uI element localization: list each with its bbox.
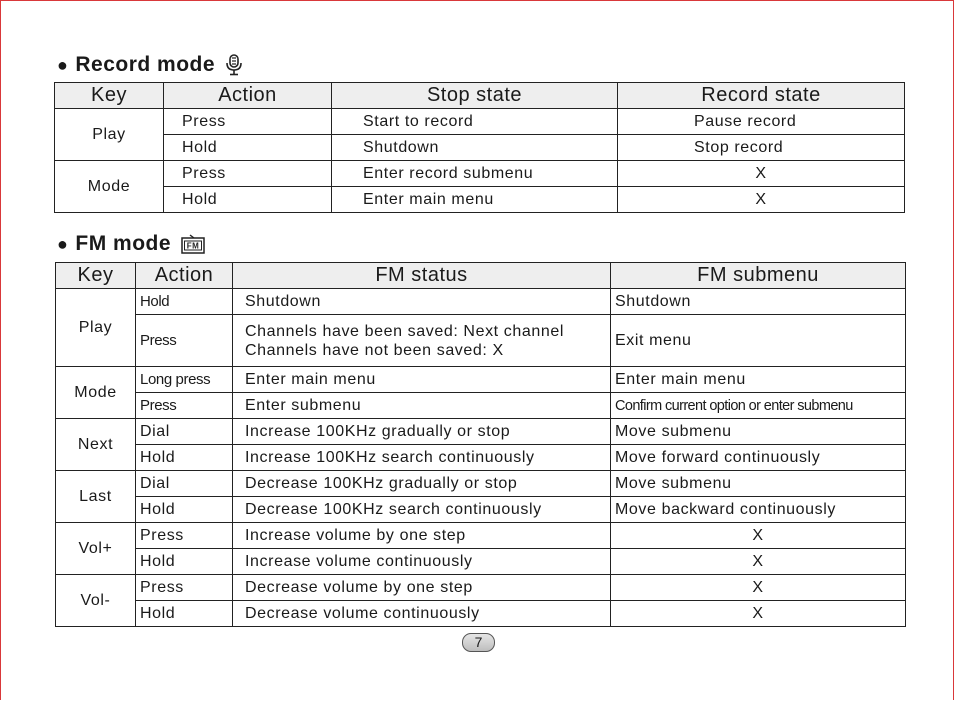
action-cell: Press xyxy=(164,109,332,135)
action-cell: Press xyxy=(136,523,233,549)
record-state-cell: X xyxy=(618,187,905,213)
table-row xyxy=(55,109,905,135)
table-row xyxy=(56,367,906,393)
fm-radio-icon xyxy=(181,234,205,254)
key-cell: Next xyxy=(56,419,136,471)
table-row xyxy=(56,601,906,627)
key-cell: Play xyxy=(56,289,136,367)
key-cell: Mode xyxy=(55,161,164,213)
fm-mode-table xyxy=(55,262,906,627)
fm-status-cell: Decrease volume by one step xyxy=(233,575,611,601)
record-mode-title: Record mode xyxy=(75,53,216,76)
table-row xyxy=(56,497,906,523)
fm-submenu-cell: X xyxy=(611,575,906,601)
action-cell: Press xyxy=(136,315,233,367)
fm-status-cell: Enter main menu xyxy=(233,367,611,393)
stop-state-cell: Start to record xyxy=(332,109,618,135)
table-row xyxy=(55,135,905,161)
column-header-key: Key xyxy=(55,83,164,109)
fm-submenu-cell: Move submenu xyxy=(611,471,906,497)
key-cell: Vol- xyxy=(56,575,136,627)
action-cell: Hold xyxy=(164,187,332,213)
page-number: 7 xyxy=(462,633,495,652)
action-cell: Press xyxy=(164,161,332,187)
record-state-cell: X xyxy=(618,161,905,187)
record-state-cell: Pause record xyxy=(618,109,905,135)
column-header-action: Action xyxy=(136,263,233,289)
fm-submenu-cell: Shutdown xyxy=(611,289,906,315)
fm-submenu-cell: X xyxy=(611,601,906,627)
stop-state-cell: Shutdown xyxy=(332,135,618,161)
fm-status-cell: Enter submenu xyxy=(233,393,611,419)
table-header-row xyxy=(56,263,906,289)
column-header-record-state: Record state xyxy=(618,83,905,109)
fm-status-cell: Shutdown xyxy=(233,289,611,315)
record-mode-table xyxy=(54,82,905,213)
fm-status-cell xyxy=(233,315,611,367)
key-cell: Last xyxy=(56,471,136,523)
fm-submenu-cell: Move backward continuously xyxy=(611,497,906,523)
fm-status-cell: Increase 100KHz gradually or stop xyxy=(233,419,611,445)
table-row xyxy=(56,393,906,419)
table-row xyxy=(56,575,906,601)
table-row xyxy=(56,445,906,471)
status-line: Channels have been saved: Next channel xyxy=(245,322,565,340)
fm-icon-label: FM xyxy=(186,241,200,251)
action-cell: Hold xyxy=(136,497,233,523)
action-cell: Hold xyxy=(164,135,332,161)
action-cell: Hold xyxy=(136,549,233,575)
key-cell: Mode xyxy=(56,367,136,419)
action-cell: Dial xyxy=(136,471,233,497)
action-cell: Hold xyxy=(136,289,233,315)
table-header-row xyxy=(55,83,905,109)
record-state-cell: Stop record xyxy=(618,135,905,161)
column-header-fm-status: FM status xyxy=(233,263,611,289)
fm-mode-title: FM mode xyxy=(75,232,172,255)
fm-submenu-cell: Confirm current option or enter submenu xyxy=(611,393,906,419)
action-cell: Long press xyxy=(136,367,233,393)
bullet: ● xyxy=(57,54,69,75)
table-row xyxy=(55,187,905,213)
action-cell: Press xyxy=(136,575,233,601)
microphone-icon xyxy=(225,54,243,76)
action-cell: Hold xyxy=(136,601,233,627)
key-cell: Vol+ xyxy=(56,523,136,575)
fm-submenu-cell: X xyxy=(611,523,906,549)
table-row xyxy=(55,161,905,187)
fm-status-cell: Decrease 100KHz gradually or stop xyxy=(233,471,611,497)
action-cell: Hold xyxy=(136,445,233,471)
fm-status-cell: Increase 100KHz search continuously xyxy=(233,445,611,471)
column-header-fm-submenu: FM submenu xyxy=(611,263,906,289)
bullet: ● xyxy=(57,233,69,254)
table-row xyxy=(56,471,906,497)
action-cell: Dial xyxy=(136,419,233,445)
fm-status-cell: Increase volume continuously xyxy=(233,549,611,575)
fm-submenu-cell: Move forward continuously xyxy=(611,445,906,471)
column-header-action: Action xyxy=(164,83,332,109)
stop-state-cell: Enter main menu xyxy=(332,187,618,213)
status-line: Channels have not been saved: X xyxy=(245,341,504,359)
fm-submenu-cell: Exit menu xyxy=(611,315,906,367)
record-mode-heading xyxy=(57,53,243,77)
table-row xyxy=(56,549,906,575)
fm-submenu-cell: X xyxy=(611,549,906,575)
fm-status-cell: Decrease volume continuously xyxy=(233,601,611,627)
table-row xyxy=(56,289,906,315)
table-row xyxy=(56,315,906,367)
action-cell: Press xyxy=(136,393,233,419)
fm-mode-heading xyxy=(57,232,205,256)
stop-state-cell: Enter record submenu xyxy=(332,161,618,187)
fm-submenu-cell: Move submenu xyxy=(611,419,906,445)
key-cell: Play xyxy=(55,109,164,161)
column-header-key: Key xyxy=(56,263,136,289)
column-header-stop-state: Stop state xyxy=(332,83,618,109)
fm-submenu-cell: Enter main menu xyxy=(611,367,906,393)
table-row xyxy=(56,419,906,445)
fm-status-cell: Decrease 100KHz search continuously xyxy=(233,497,611,523)
fm-status-cell: Increase volume by one step xyxy=(233,523,611,549)
table-row xyxy=(56,523,906,549)
